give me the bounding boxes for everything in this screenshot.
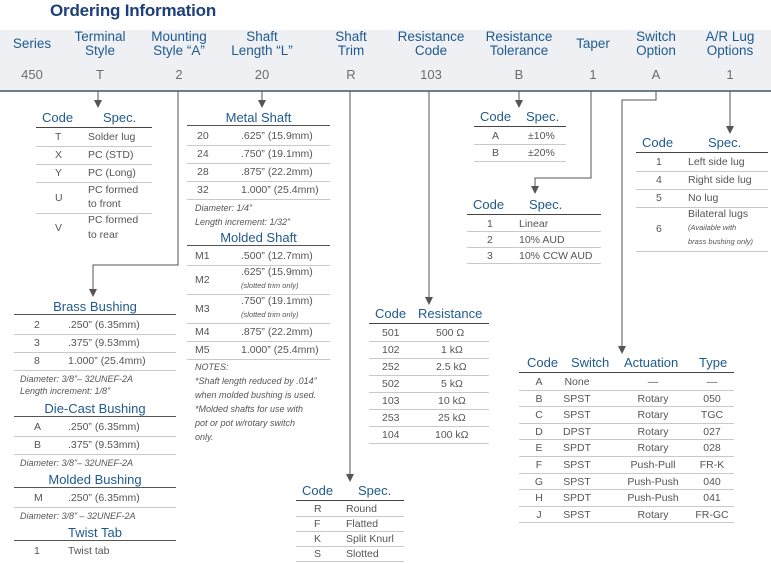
switch-cell: SPST xyxy=(563,475,591,488)
column-header: Code xyxy=(42,110,74,125)
column-header: Spec. xyxy=(526,109,560,124)
value-ar-lug-options: 1 xyxy=(726,67,734,82)
header-shaft-trim: Shaft Trim xyxy=(335,29,367,58)
table-row: 32 1.000” (25.4mm) xyxy=(187,182,330,200)
table-row: 3 10% CCW AUD xyxy=(467,248,601,264)
table-row xyxy=(519,490,734,507)
switch-cell: C xyxy=(535,409,543,422)
value-taper: 1 xyxy=(589,67,597,82)
switch-cell: 027 xyxy=(703,425,721,438)
table-row: M2 .625” (15.9mm) (slotted trim only) xyxy=(187,266,330,295)
table-row: 252 2.5 kΩ xyxy=(369,359,489,376)
die-cast-note: Diameter: 3/8”– 32UNEF-2A xyxy=(20,458,134,468)
switch-cell: J xyxy=(536,508,542,521)
switch-cell: 041 xyxy=(703,492,721,505)
switch-cell: SPST xyxy=(563,409,591,422)
table-row: M5 1.000” (25.4mm) xyxy=(187,342,330,360)
value-resistance-tolerance: B xyxy=(514,67,524,82)
table-row: A .250” (6.35mm) xyxy=(14,419,176,437)
table-row xyxy=(519,474,734,491)
table-row: 3 .375” (9.53mm) xyxy=(14,335,176,353)
switch-cell: Push-Push xyxy=(627,475,679,488)
column-header: Code xyxy=(642,135,674,150)
header-mounting-style: Mounting Style “A” xyxy=(151,29,207,58)
switch-cell: Rotary xyxy=(637,392,669,405)
column-header: Actuation xyxy=(624,355,679,370)
table-row: M .250” (6.35mm) xyxy=(14,490,176,508)
header-taper: Taper xyxy=(576,36,610,51)
column-header: Spec. xyxy=(103,110,137,125)
switch-cell: H xyxy=(535,492,543,505)
brass-bushing-title: Brass Bushing xyxy=(14,299,176,315)
molded-bushing-note: Diameter: 3/8” – 32UNEF-2A xyxy=(20,511,136,521)
value-mounting-style: 2 xyxy=(175,67,183,82)
molded-shaft-note: NOTES: xyxy=(195,362,229,372)
value-resistance-code: 103 xyxy=(420,67,442,82)
switch-cell: FR-GC xyxy=(695,508,729,521)
switch-cell: D xyxy=(535,425,543,438)
switch-cell: TGC xyxy=(700,409,724,422)
header-resistance-code: Resistance Code xyxy=(397,29,465,58)
table-row: M1 .500” (12.7mm) xyxy=(187,248,330,266)
value-switch-option: A xyxy=(651,67,661,82)
table-row: 20 .625” (15.9mm) xyxy=(187,128,330,146)
switch-cell: — xyxy=(706,376,718,388)
value-series: 450 xyxy=(21,67,43,82)
molded-bushing-title: Molded Bushing xyxy=(14,472,176,488)
header-shaft-length: Shaft Length “L” xyxy=(231,29,293,58)
table-row: X PC (STD) xyxy=(36,147,152,165)
switch-cell: DPST xyxy=(562,425,592,438)
table-row: B .375” (9.53mm) xyxy=(14,437,176,455)
column-header: Resistance xyxy=(418,306,483,321)
header-switch-option: Switch Option xyxy=(636,29,676,58)
table-row: 102 1 kΩ xyxy=(369,342,489,359)
column-header: Spec. xyxy=(529,197,563,212)
switch-cell: Rotary xyxy=(637,508,669,521)
table-row: 8 1.000” (25.4mm) xyxy=(14,353,176,371)
switch-cell: SPDT xyxy=(562,492,592,505)
switch-cell: FR-K xyxy=(699,459,725,471)
table-row xyxy=(519,457,734,474)
switch-cell: E xyxy=(535,442,543,455)
switch-cell: Push-Push xyxy=(627,492,679,505)
switch-cell: — xyxy=(647,376,659,388)
table-row: R Round xyxy=(296,502,404,517)
table-row: M3 .750” (19.1mm) (slotted trim only) xyxy=(187,295,330,324)
molded-shaft-note: *Molded shafts for use with xyxy=(195,404,304,414)
column-header: Code xyxy=(527,355,559,370)
table-row: M4 .875” (22.2mm) xyxy=(187,324,330,342)
metal-shaft-title: Metal Shaft xyxy=(187,110,330,126)
switch-cell: Rotary xyxy=(637,409,669,422)
table-row: 502 5 kΩ xyxy=(369,376,489,393)
switch-cell: Push-Pull xyxy=(630,459,676,471)
twist-tab-title: Twist Tab xyxy=(14,525,176,541)
column-header: Code xyxy=(375,306,407,321)
table-row xyxy=(519,424,734,441)
table-row: 28 .875” (22.2mm) xyxy=(187,164,330,182)
switch-cell: Rotary xyxy=(637,425,669,438)
table-row: U PC formed to front xyxy=(36,183,152,214)
table-row: 2 .250” (6.35mm) xyxy=(14,317,176,335)
table-row: 253 25 kΩ xyxy=(369,410,489,427)
molded-shaft-title: Molded Shaft xyxy=(187,230,330,246)
molded-shaft-note: only. xyxy=(195,432,214,442)
column-header: Code xyxy=(302,483,334,498)
header-terminal-style: Terminal Style xyxy=(74,29,126,58)
column-header: Type xyxy=(699,355,728,370)
table-row: T Solder lug xyxy=(36,129,152,147)
brass-note: Length increment: 1/8” xyxy=(20,386,111,396)
metal-shaft-note: Diameter: 1/4” xyxy=(195,203,253,213)
metal-shaft-note: Length increment: 1/32” xyxy=(195,217,291,227)
page-title: Ordering Information xyxy=(50,1,217,20)
switch-cell: Rotary xyxy=(637,442,669,455)
table-row: B ±20% xyxy=(474,145,566,162)
table-row xyxy=(519,407,734,424)
die-cast-bushing-title: Die-Cast Bushing xyxy=(14,401,176,417)
table-row: 2 10% AUD xyxy=(467,232,601,248)
value-terminal-style: T xyxy=(96,67,104,82)
table-row xyxy=(519,507,734,524)
column-header: Spec. xyxy=(358,483,392,498)
table-row xyxy=(519,374,734,391)
molded-shaft-note: pot or pot w/rotary switch xyxy=(195,418,296,428)
switch-cell: A xyxy=(535,376,543,388)
header-ar-lug-options: A/R Lug Options xyxy=(705,29,755,58)
table-row: A ±10% xyxy=(474,128,566,145)
switch-cell: SPST xyxy=(563,392,591,405)
switch-cell: B xyxy=(535,392,543,405)
switch-cell: SPDT xyxy=(562,442,592,455)
table-row: 103 10 kΩ xyxy=(369,393,489,410)
switch-cell: None xyxy=(564,376,590,388)
table-row xyxy=(519,391,734,408)
table-row: 104 100 kΩ xyxy=(369,427,489,444)
molded-shaft-note: *Shaft length reduced by .014” xyxy=(195,376,317,386)
header-series: Series xyxy=(12,36,52,51)
table-row: 5 No lug xyxy=(636,190,768,208)
table-row xyxy=(519,440,734,457)
switch-cell: SPST xyxy=(563,508,591,521)
table-row: 4 Right side lug xyxy=(636,172,768,190)
table-row: F Flatted xyxy=(296,517,404,532)
table-row: 1 Twist tab xyxy=(34,545,110,557)
table-row: 24 .750” (19.1mm) xyxy=(187,146,330,164)
table-row: 1 Linear xyxy=(467,216,601,232)
table-row: 501 500 Ω xyxy=(369,325,489,342)
switch-cell: 050 xyxy=(703,392,721,405)
table-row: Y PC (Long) xyxy=(36,165,152,183)
switch-cell: 040 xyxy=(703,475,721,488)
column-header: Switch xyxy=(571,355,610,370)
table-row: K Split Knurl xyxy=(296,532,404,547)
value-shaft-length: 20 xyxy=(254,67,270,82)
value-shaft-trim: R xyxy=(346,67,356,82)
table-row: S Slotted xyxy=(296,547,404,562)
table-row: V PC formed to rear xyxy=(55,214,139,241)
column-header: Code xyxy=(473,197,505,212)
column-header: Code xyxy=(480,109,512,124)
switch-cell: SPST xyxy=(563,459,591,471)
switch-cell: F xyxy=(535,459,543,471)
switch-cell: G xyxy=(534,475,544,488)
molded-shaft-note: when molded bushing is used. xyxy=(195,390,317,400)
switch-cell: 028 xyxy=(703,442,721,455)
table-row: 1 Left side lug xyxy=(636,154,768,172)
table-row: 6 Bilateral lugs (Available with brass bushing only) xyxy=(636,208,768,252)
column-header: Spec. xyxy=(708,135,742,150)
header-resistance-tolerance: Resistance Tolerance xyxy=(485,29,553,58)
brass-note: Diameter: 3/8”– 32UNEF-2A xyxy=(20,374,134,384)
